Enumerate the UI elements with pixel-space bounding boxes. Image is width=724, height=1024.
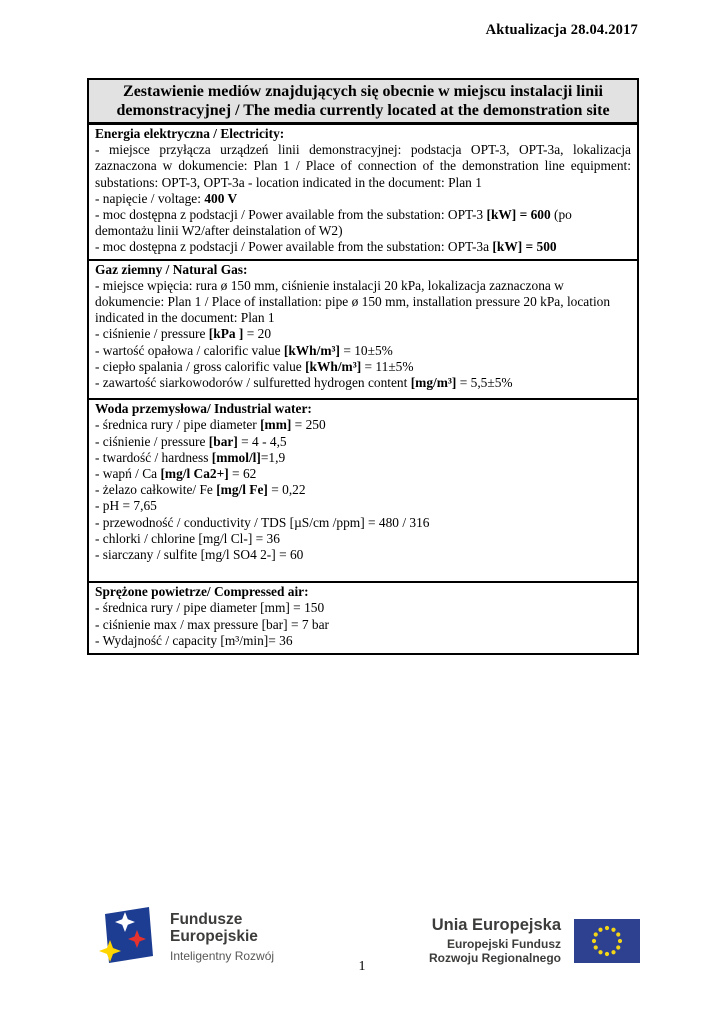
text-line: - ciśnienie / pressure [bar] = 4 - 4,5 [95, 433, 287, 449]
fundusze-europejskie-logo [95, 906, 274, 964]
text-line: - napięcie / voltage: 400 V [95, 190, 238, 206]
media-table [87, 78, 639, 655]
text-line: - przewodność / conductivity / TDS [µS/cm /ppm] = 480 / 316 [95, 514, 430, 530]
text-line: - średnica rury / pipe diameter [mm] = 250 [95, 417, 326, 433]
eu-subtitle-line2: Rozwoju Regionalnego [429, 951, 561, 965]
section-heading: Sprężone powietrze/ Compressed air: [95, 584, 309, 600]
eu-logo-text [429, 916, 561, 965]
text-line: - moc dostępna z podstacji / Power available from the substation: OPT-3 [kW] = 600 (po demontażu linii W2/after deinstalation of W2) [95, 207, 572, 239]
text-line: - miejsce wpięcia: rura ø 150 mm, ciśnienie instalacji 20 kPa, lokalizacja zaznaczona w dokumencie: Plan 1 / Place of installation: pipe ø 150 mm, installation pressure 20 kPa, location indicated in the document: Plan 1 [95, 277, 611, 326]
text-line: - żelazo całkowite/ Fe [mg/l Fe] = 0,22 [95, 482, 306, 498]
fundusze-subtitle: Inteligentny Rozwój [170, 949, 275, 963]
section-industrial-water [89, 400, 637, 583]
page-number: 1 [358, 959, 366, 974]
text-line: - ciepło spalania / gross calorific value [kWh/m³] = 11±5% [95, 358, 414, 374]
eu-flag-icon [574, 919, 640, 963]
table-title: Zestawienie mediów znajdujących się obecnie w miejscu instalacji linii demonstracyjnej / The media currently located at the demonstration site [89, 80, 637, 125]
section-heading: Energia elektryczna / Electricity: [95, 126, 285, 141]
text-line: - ciśnienie / pressure [kPa ] = 20 [95, 326, 272, 342]
fundusze-logo-text [170, 906, 274, 963]
text-line: - siarczany / sulfite [mg/l SO4 2-] = 60 [95, 547, 304, 563]
text-line: - pH = 7,65 [95, 498, 157, 514]
text-line: - zawartość siarkowodorów / sulfuretted hydrogen content [mg/m³] = 5,5±5% [95, 375, 513, 391]
fundusze-flag-icon [95, 906, 157, 964]
eu-name: Unia Europejska [431, 916, 561, 934]
section-electricity [89, 125, 637, 261]
section-natural-gas [89, 261, 637, 401]
fundusze-name-line1: Fundusze [170, 911, 243, 928]
text-line: - chlorki / chlorine [mg/l Cl-] = 36 [95, 530, 280, 546]
text-line: - wapń / Ca [mg/l Ca2+] = 62 [95, 466, 257, 482]
table-sections [89, 125, 637, 653]
fundusze-name-line2: Europejskie [170, 928, 258, 945]
text-line: - ciśnienie max / max pressure [bar] = 7 bar [95, 616, 329, 632]
text-line: - średnica rury / pipe diameter [mm] = 150 [95, 600, 325, 616]
unia-europejska-logo [429, 916, 640, 965]
section-compressed-air [89, 583, 637, 653]
text-line: - twardość / hardness [mmol/l]=1,9 [95, 449, 286, 465]
update-date: Aktualizacja 28.04.2017 [485, 22, 638, 38]
text-line: - wartość opałowa / calorific value [kWh/m³] = 10±5% [95, 342, 393, 358]
text-line: - moc dostępna z podstacji / Power available from the substation: OPT-3a [kW] = 500 [95, 239, 557, 255]
eu-subtitle-line1: Europejski Fundusz [446, 937, 561, 951]
section-heading: Gaz ziemny / Natural Gas: [95, 261, 248, 277]
text-line: - Wydajność / capacity [m³/min]= 36 [95, 632, 293, 648]
text-line: - miejsce przyłącza urządzeń linii demonstracyjnej: podstacja OPT-3, OPT-3a, lokalizacja zaznaczona w dokumencie: Plan 1 / Place of connection of the demonstration line equipment: substations: OPT-3, OPT-3a - location indicated in the document: Plan 1 [95, 142, 631, 190]
section-heading: Woda przemysłowa/ Industrial water: [95, 401, 312, 417]
